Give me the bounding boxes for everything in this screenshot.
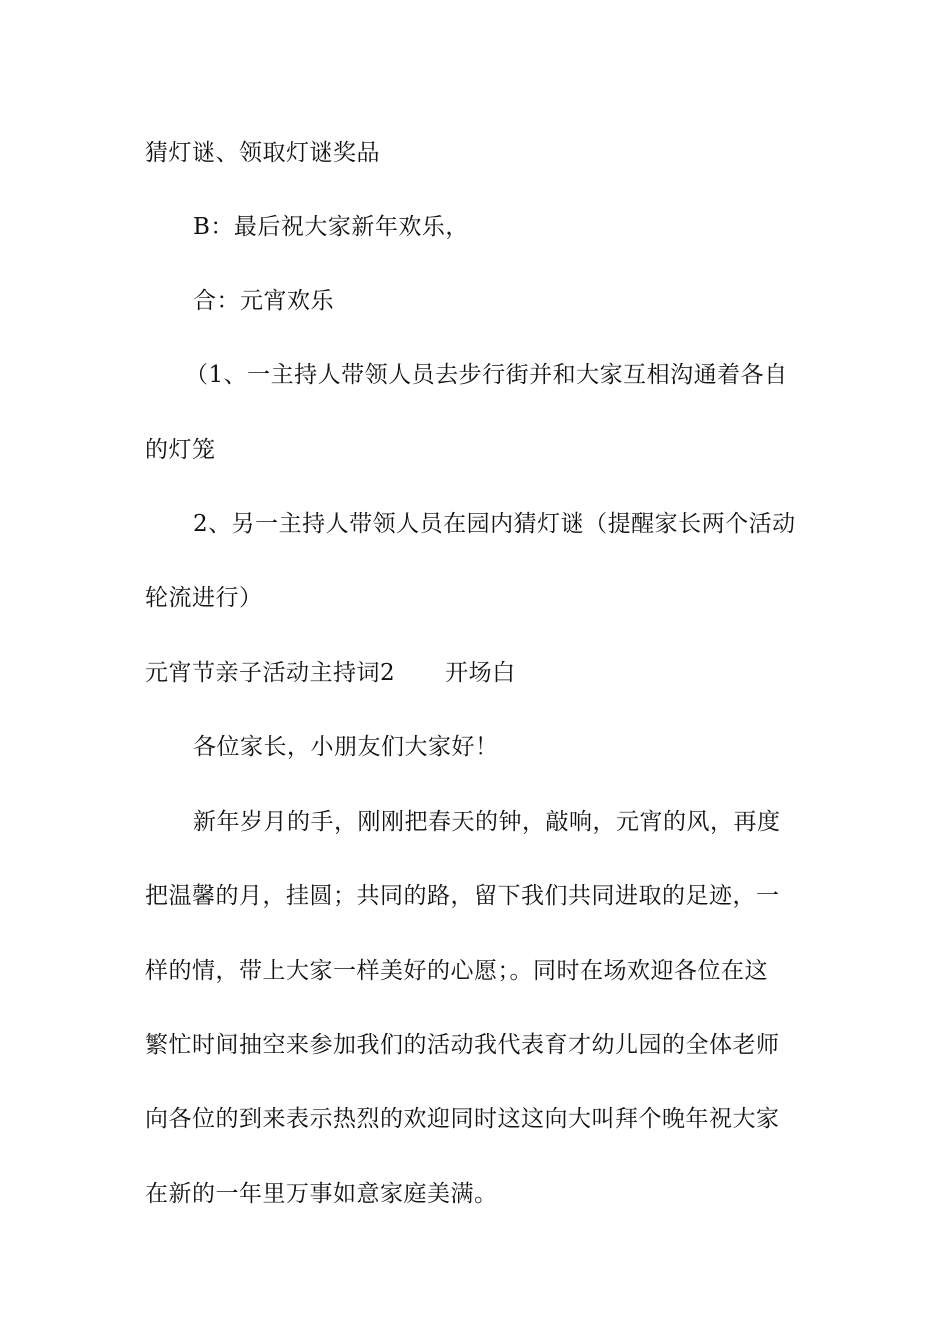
text-line: 2、另一主持人带领人员在园内猜灯谜（提醒家长两个活动 (193, 511, 796, 537)
text-line: 猜灯谜、领取灯谜奖品 (145, 140, 380, 166)
text-line: 向各位的到来表示热烈的欢迎同时这这向大叫拜个晚年祝大家 (145, 1106, 780, 1132)
text-line: 繁忙时间抽空来参加我们的活动我代表育才幼儿园的全体老师 (145, 1032, 780, 1058)
text-line: 新年岁月的手，刚刚把春天的钟，敲响，元宵的风，再度 (193, 809, 781, 835)
section-heading-title: 元宵节亲子活动主持词2 (145, 660, 396, 686)
text-line: 合：元宵欢乐 (193, 288, 334, 314)
text-line: 轮流进行） (145, 585, 263, 611)
text-line: 在新的一年里万事如意家庭美满。 (145, 1181, 498, 1207)
text-line: B：最后祝大家新年欢乐， (193, 214, 469, 240)
text-line: 的灯笼 (145, 437, 216, 463)
section-heading-subtitle: 开场白 (445, 660, 516, 686)
text-line: 各位家长，小朋友们大家好！ (193, 734, 499, 760)
section-heading (145, 658, 516, 688)
text-line: 样的情，带上大家一样美好的心愿；。同时在场欢迎各位在这 (145, 958, 768, 984)
text-line: 把温馨的月，挂圆；共同的路，留下我们共同进取的足迹，一 (145, 883, 780, 909)
text-line: （1、一主持人带领人员去步行街并和大家互相沟通着各自 (185, 362, 788, 388)
